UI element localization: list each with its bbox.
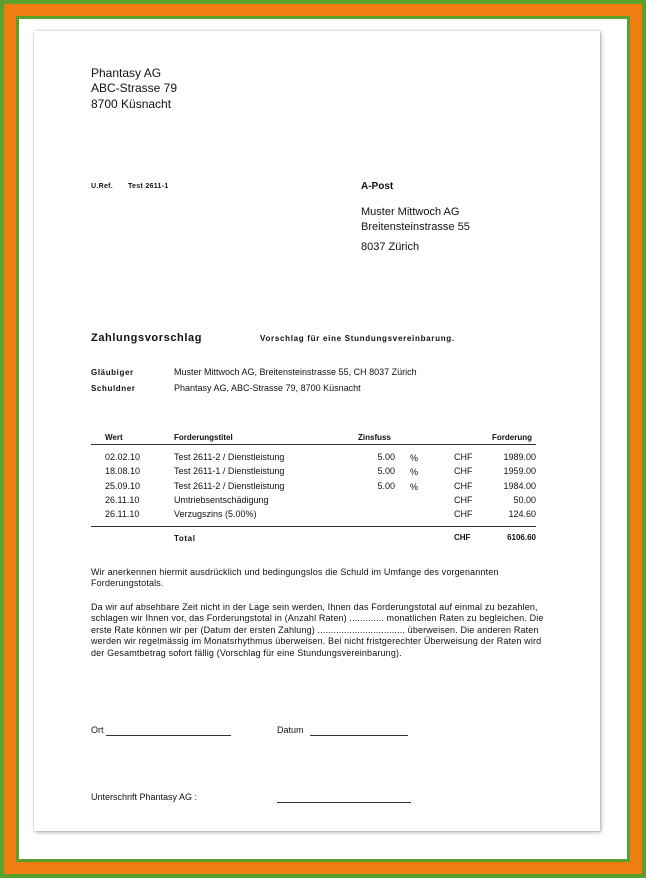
header-wert: Wert — [105, 433, 123, 442]
row-amount: 124.60 — [508, 509, 536, 519]
signature-label: Unterschrift Phantasy AG : — [91, 792, 198, 802]
paragraph-acknowledgement: Wir anerkennen hiermit ausdrücklich und bedingungslos die Schuld im Umfange des vorgenannten Forderungstotals. — [91, 567, 499, 589]
row-title: Verzugszins (5.00%) — [174, 509, 257, 519]
creditor-value: Muster Mittwoch AG, Breitensteinstrasse 55, CH 8037 Zürich — [174, 367, 417, 377]
row-date: 26.11.10 — [105, 509, 140, 519]
row-currency: CHF — [454, 509, 473, 519]
row-amount: 50.00 — [513, 495, 536, 505]
creditor-label: Gläubiger — [91, 368, 134, 377]
recipient-name: Muster Mittwoch AG — [361, 206, 460, 218]
table-total-rule — [91, 526, 536, 527]
header-forderung: Forderung — [492, 433, 532, 442]
document-title: Zahlungsvorschlag — [91, 332, 203, 344]
row-percent: % — [410, 467, 419, 477]
row-amount: 1959.00 — [503, 466, 536, 476]
row-date: 18.08.10 — [105, 466, 141, 476]
place-label: Ort — [91, 725, 104, 735]
delivery-type: A-Post — [361, 181, 394, 192]
row-date: 02.02.10 — [105, 452, 141, 462]
ref-label: U.Ref. — [91, 183, 114, 190]
ref-value: Test 2611-1 — [128, 183, 169, 190]
header-zinsfuss: Zinsfuss — [358, 433, 391, 442]
date-line — [310, 735, 408, 736]
row-title: Test 2611-1 / Dienstleistung — [174, 466, 285, 476]
recipient-street: Breitensteinstrasse 55 — [361, 221, 470, 233]
row-amount: 1989.00 — [503, 452, 536, 462]
row-title: Umtriebsentschädigung — [174, 495, 269, 505]
row-percent: % — [410, 453, 419, 463]
row-rate: 5.00 — [377, 452, 395, 462]
row-rate: 5.00 — [377, 481, 395, 491]
sender-name: Phantasy AG — [91, 66, 162, 80]
place-line — [106, 735, 231, 736]
row-amount: 1984.00 — [503, 481, 536, 491]
row-currency: CHF — [454, 466, 473, 476]
row-date: 26.11.10 — [105, 495, 140, 505]
row-percent: % — [410, 482, 419, 492]
row-currency: CHF — [454, 481, 473, 491]
row-date: 25.09.10 — [105, 481, 141, 491]
paragraph-proposal: Da wir auf absehbare Zeit nicht in der Lage sein werden, Ihnen das Forderungstotal auf einmal zu bezahlen, schlagen wir Ihnen vor, das Forderungstotal in (Anzahl Raten) ............. monatlichen Raten zu begleichen. Die erste Rate können wir per (Datum der ersten Zahlung) ................................. überweisen. Die anderen Raten werden wir regelmässig im Monatsrhythmus überweisen. Bei nicht fristgerechter Überweisung der Raten wird der Gesamtbetrag sofort fällig (Vorschlag für eine Stundungsvereinbarung). — [91, 602, 544, 658]
date-label: Datum — [277, 725, 304, 735]
row-currency: CHF — [454, 452, 473, 462]
row-title: Test 2611-2 / Dienstleistung — [174, 452, 285, 462]
total-amount: 6106.60 — [507, 533, 536, 542]
row-title: Test 2611-2 / Dienstleistung — [174, 481, 285, 491]
row-rate: 5.00 — [377, 466, 395, 476]
recipient-city: 8037 Zürich — [361, 241, 420, 253]
sender-street: ABC-Strasse 79 — [91, 81, 178, 95]
total-label: Total — [174, 534, 196, 543]
debtor-label: Schuldner — [91, 384, 136, 393]
sender-city: 8700 Küsnacht — [91, 97, 172, 111]
debtor-value: Phantasy AG, ABC-Strasse 79, 8700 Küsnacht — [174, 383, 361, 393]
document-subtitle: Vorschlag für eine Stundungsvereinbarung. — [260, 334, 455, 343]
table-header-rule — [91, 444, 536, 445]
total-currency: CHF — [454, 533, 471, 542]
signature-line — [277, 802, 411, 803]
header-forderungstitel: Forderungstitel — [174, 433, 233, 442]
row-currency: CHF — [454, 495, 473, 505]
letter-page — [34, 31, 600, 831]
